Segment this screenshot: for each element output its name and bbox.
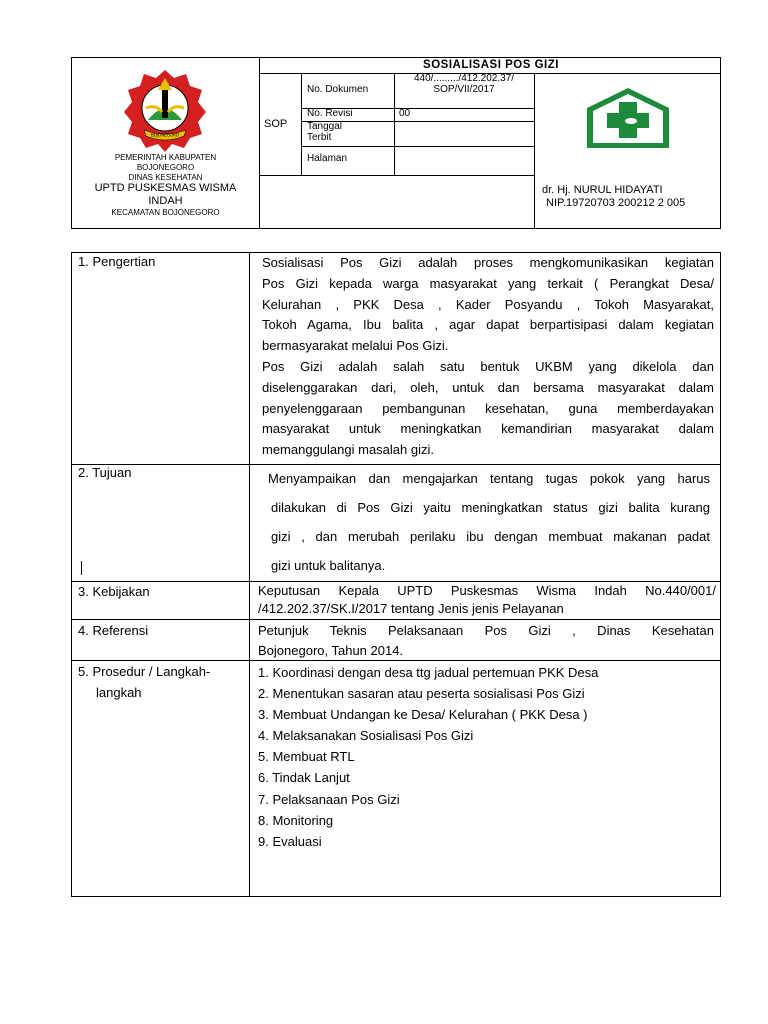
bojonegoro-crest-logo	[122, 68, 208, 152]
label-referensi: 4. Referensi	[78, 623, 149, 638]
pengertian-line: Tokoh Agama, Ibu balita , agar dapat berpartisipasi dalam kegiatan	[262, 317, 714, 333]
tanggal-label: Tanggal	[307, 121, 343, 132]
tujuan-line: gizi untuk balitanya.	[271, 558, 386, 573]
tujuan-line: dilakukan di Pos Gizi yaitu meningkatkan status gizi balita kurang	[271, 500, 710, 515]
org-line-4: UPTD PUSKESMAS WISMA	[94, 182, 237, 194]
sop-content-table	[71, 252, 721, 897]
tujuan-line: gizi , dan merubah perilaku ibu dengan membuat makanan padat	[271, 529, 710, 544]
pengertian-line: diselenggarakan dari, oleh, untuk dan bersama masyarakat dalam	[262, 379, 714, 395]
pengertian-line: memanggulangi masalah gizi.	[262, 442, 434, 458]
no-dokumen-value-2: SOP/VII/2017	[433, 84, 495, 95]
kebijakan-line: Keputusan Kepala UPTD Puskesmas Wisma Indah No.440/001/	[258, 583, 716, 598]
pengertian-line: Pos Gizi kepada warga masyarakat yang terkait ( Perangkat Desa/	[262, 275, 714, 291]
signer-name: dr. Hj. NURUL HIDAYATI	[542, 184, 663, 196]
referensi-text	[258, 621, 714, 661]
no-dokumen-value-1: 440/........./412.202.37/	[413, 73, 515, 84]
org-line-3: DINAS KESEHATAN	[128, 173, 203, 182]
procedure-step: 9. Evaluasi	[258, 833, 322, 849]
procedure-step: 1. Koordinasi dengan desa ttg jadual pertemuan PKK Desa	[258, 665, 599, 680]
terbit-label: Terbit	[307, 132, 332, 143]
pengertian-line: Sosialisasi Pos Gizi adalah proses mengkomunikasikan kegiatan	[262, 255, 714, 270]
document-title: SOSIALISASI POS GIZI	[423, 59, 559, 71]
label-kebijakan: 3. Kebijakan	[78, 584, 150, 599]
kebijakan-text	[258, 582, 716, 618]
referensi-line: Petunjuk Teknis Pelaksanaan Pos Gizi , Dinas Kesehatan	[258, 623, 714, 638]
org-line-2: BOJONEGORO	[136, 163, 195, 172]
org-line-5: INDAH	[148, 195, 183, 207]
procedure-step: 8. Monitoring	[258, 812, 334, 828]
org-line-6: KECAMATAN BOJONEGORO	[111, 208, 220, 217]
pengertian-line: penyelenggaraan pembangunan kesehatan, guna memberdayakan	[262, 400, 714, 416]
procedure-step: 5. Membuat RTL	[258, 749, 355, 765]
crest-ribbon-text: BOJONEGORO	[151, 132, 179, 138]
label-pengertian: 1. Pengertian	[78, 254, 156, 269]
signer-nip: NIP.19720703 200212 2 005	[546, 197, 686, 209]
label-prosedur: 5. Prosedur / Langkah-	[78, 664, 211, 679]
tujuan-line: Menyampaikan dan mengajarkan tentang tugas pokok yang harus	[268, 471, 710, 486]
document-header	[71, 57, 721, 229]
tujuan-text	[268, 464, 710, 580]
no-revisi-value: 00	[399, 108, 411, 119]
label-tujuan: 2. Tujuan	[78, 465, 132, 480]
text-cursor	[81, 561, 82, 575]
referensi-line: Bojonegoro, Tahun 2014.	[258, 643, 404, 658]
no-dokumen-label: No. Dokumen	[307, 84, 369, 95]
procedure-step: 6. Tindak Lanjut	[258, 770, 350, 786]
procedure-step: 4. Melaksanakan Sosialisasi Pos Gizi	[258, 728, 474, 744]
label-prosedur-cont: langkah	[96, 685, 142, 700]
no-revisi-label: No. Revisi	[307, 108, 353, 119]
procedure-step: 7. Pelaksanaan Pos Gizi	[258, 791, 400, 807]
pengertian-text	[262, 253, 714, 461]
halaman-label: Halaman	[307, 153, 348, 164]
org-line-1: PEMERINTAH KABUPATEN	[114, 153, 217, 162]
prosedur-steps	[258, 662, 714, 852]
procedure-step: 2. Menentukan sasaran atau peserta sosialisasi Pos Gizi	[258, 686, 585, 702]
pengertian-line: masyarakat untuk meningkatkan kemandirian masyarakat dalam	[262, 421, 714, 437]
sop-label: SOP	[264, 118, 288, 130]
puskesmas-logo	[585, 86, 671, 150]
pengertian-line: Pos Gizi adalah salah satu bentuk UKBM yang dikelola dan	[262, 358, 714, 374]
pengertian-line: Kelurahan , PKK Desa , Kader Posyandu , Tokoh Masyarakat,	[262, 296, 714, 312]
kebijakan-line: /412.202.37/SK.I/2017 tentang Jenis jenis Pelayanan	[258, 601, 564, 616]
procedure-step: 3. Membuat Undangan ke Desa/ Kelurahan ( PKK Desa )	[258, 707, 588, 723]
pengertian-line: bermasyarakat melalui Pos Gizi.	[262, 338, 449, 354]
